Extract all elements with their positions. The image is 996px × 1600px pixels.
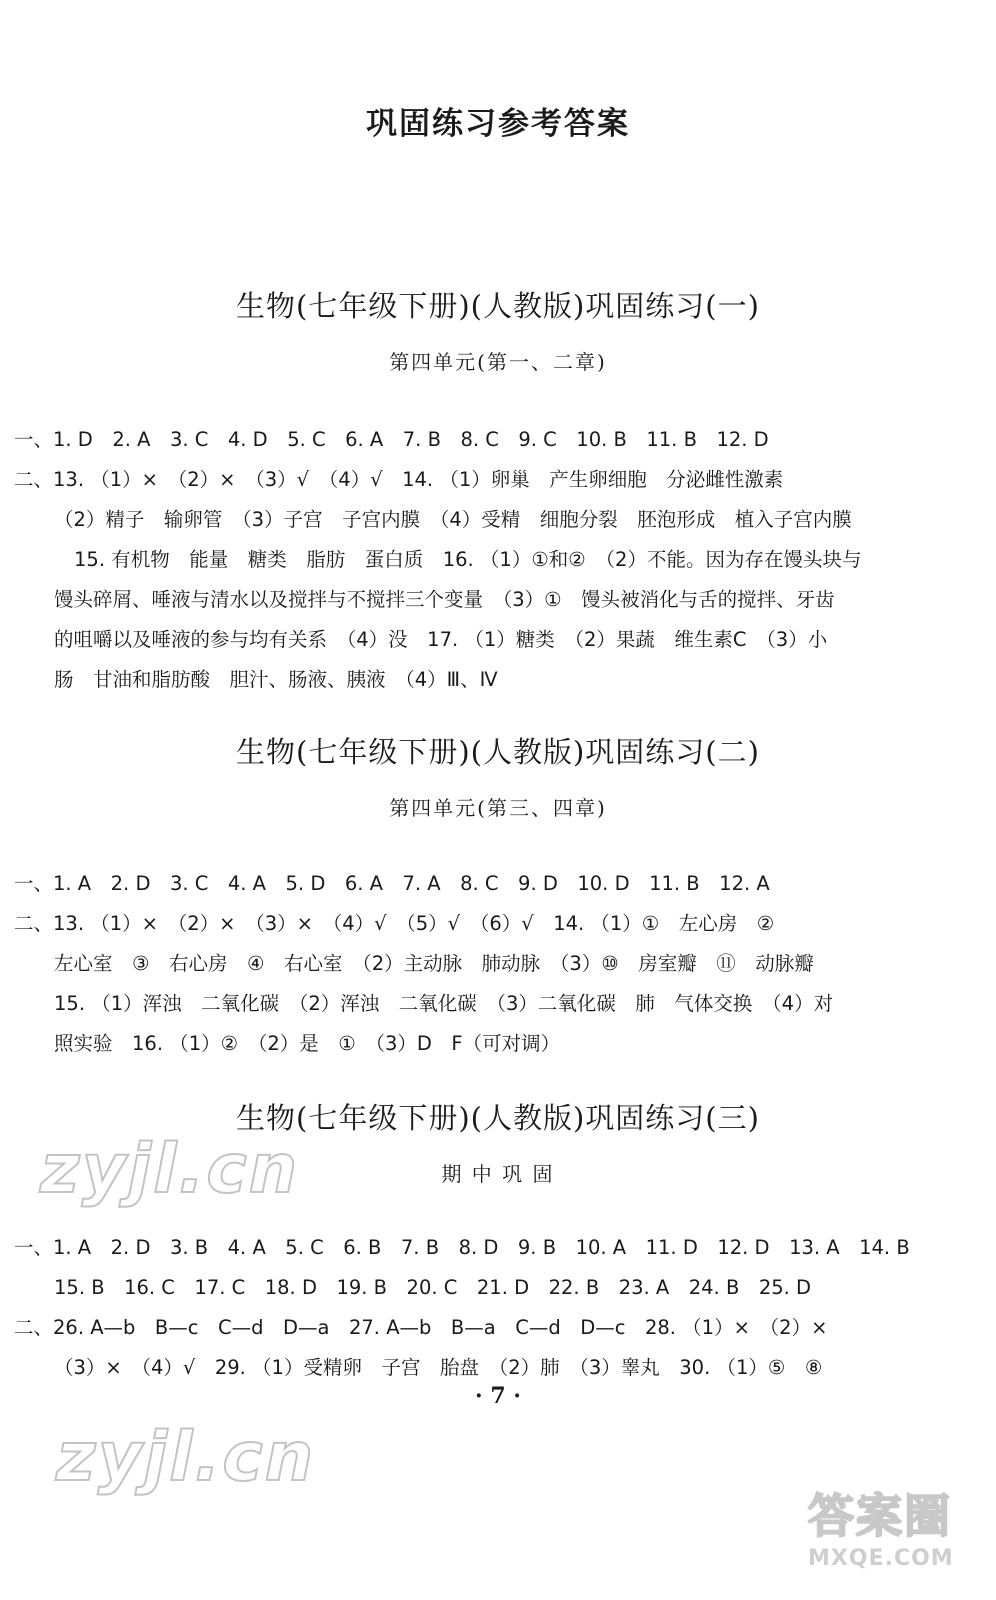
watermark-zyjl-2: zyjl.cn (56, 1418, 316, 1497)
watermark-corner-logo (808, 1480, 988, 1596)
section-1-line-3: （2）精子 输卵管 （3）子宫 子宫内膜 （4）受精 细胞分裂 胚泡形成 植入子宫内膜 (54, 508, 852, 531)
page-title: 巩固练习参考答案 (366, 106, 630, 142)
section-2-line-1: 一、1. A 2. D 3. C 4. A 5. D 6. A 7. A 8. C 9. D 10. D 11. B 12. A (14, 872, 770, 895)
page-number: · 7 · (475, 1383, 521, 1409)
section-2-line-2: 二、13. （1）× （2）× （3）× （4）√ （5）√ （6）√ 14. （1）① 左心房 ② (14, 912, 775, 935)
section-1-subtitle: 第四单元(第一、二章) (389, 350, 607, 374)
section-2-title: 生物(七年级下册)(人教版)巩固练习(二) (236, 735, 760, 769)
section-1-line-4: 15. 有机物 能量 糖类 脂肪 蛋白质 16. （1）①和② （2）不能。因为存在馒头块与 (74, 548, 862, 571)
section-1-line-7: 肠 甘油和脂肪酸 胆汁、肠液、胰液 （4）Ⅲ、Ⅳ (54, 668, 498, 691)
section-1-title: 生物(七年级下册)(人教版)巩固练习(一) (236, 289, 760, 323)
watermark-corner-en: MXQE.COM (808, 1546, 954, 1571)
section-2-line-5: 照实验 16. （1）② （2）是 ① （3）D F（可对调） (54, 1032, 561, 1055)
section-3-line-1: 一、1. A 2. D 3. B 4. A 5. C 6. B 7. B 8. D 9. B 10. A 11. D 12. D 13. A 14. B (14, 1236, 910, 1259)
watermark-corner-cn: 答案圈 (808, 1489, 952, 1543)
section-1-line-5: 馒头碎屑、唾液与清水以及搅拌与不搅拌三个变量 （3）① 馒头被消化与舌的搅拌、牙齿 (54, 588, 835, 611)
section-1-line-2: 二、13. （1）× （2）× （3）√ （4）√ 14. （1）卵巢 产生卵细胞 分泌雌性激素 (14, 468, 784, 491)
section-3-line-4: （3）× （4）√ 29. （1）受精卵 子宫 胎盘 （2）肺 （3）睾丸 30. （1）⑤ ⑧ (54, 1356, 823, 1379)
section-3-subtitle: 期 中 巩 固 (441, 1162, 555, 1186)
section-2-line-3: 左心室 ③ 右心房 ④ 右心室 （2）主动脉 肺动脉 （3）⑩ 房室瓣 ⑪ 动脉瓣 (54, 952, 814, 975)
watermark-zyjl-1: zyjl.cn (40, 1130, 300, 1209)
section-2-line-4: 15. （1）浑浊 二氧化碳 （2）浑浊 二氧化碳 （3）二氧化碳 肺 气体交换 （4）对 (54, 992, 834, 1015)
section-3-line-3: 二、26. A—b B—c C—d D—a 27. A—b B—a C—d D—c 28. （1）× （2）× (14, 1316, 828, 1339)
section-3-line-2: 15. B 16. C 17. C 18. D 19. B 20. C 21. D 22. B 23. A 24. B 25. D (54, 1276, 812, 1299)
section-1-line-1: 一、1. D 2. A 3. C 4. D 5. C 6. A 7. B 8. C 9. C 10. B 11. B 12. D (14, 428, 769, 451)
section-2-subtitle: 第四单元(第三、四章) (389, 796, 607, 820)
section-1-line-6: 的咀嚼以及唾液的参与均有关系 （4）没 17. （1）糖类 （2）果蔬 维生素C （3）小 (54, 628, 828, 651)
section-3-title: 生物(七年级下册)(人教版)巩固练习(三) (236, 1101, 760, 1135)
